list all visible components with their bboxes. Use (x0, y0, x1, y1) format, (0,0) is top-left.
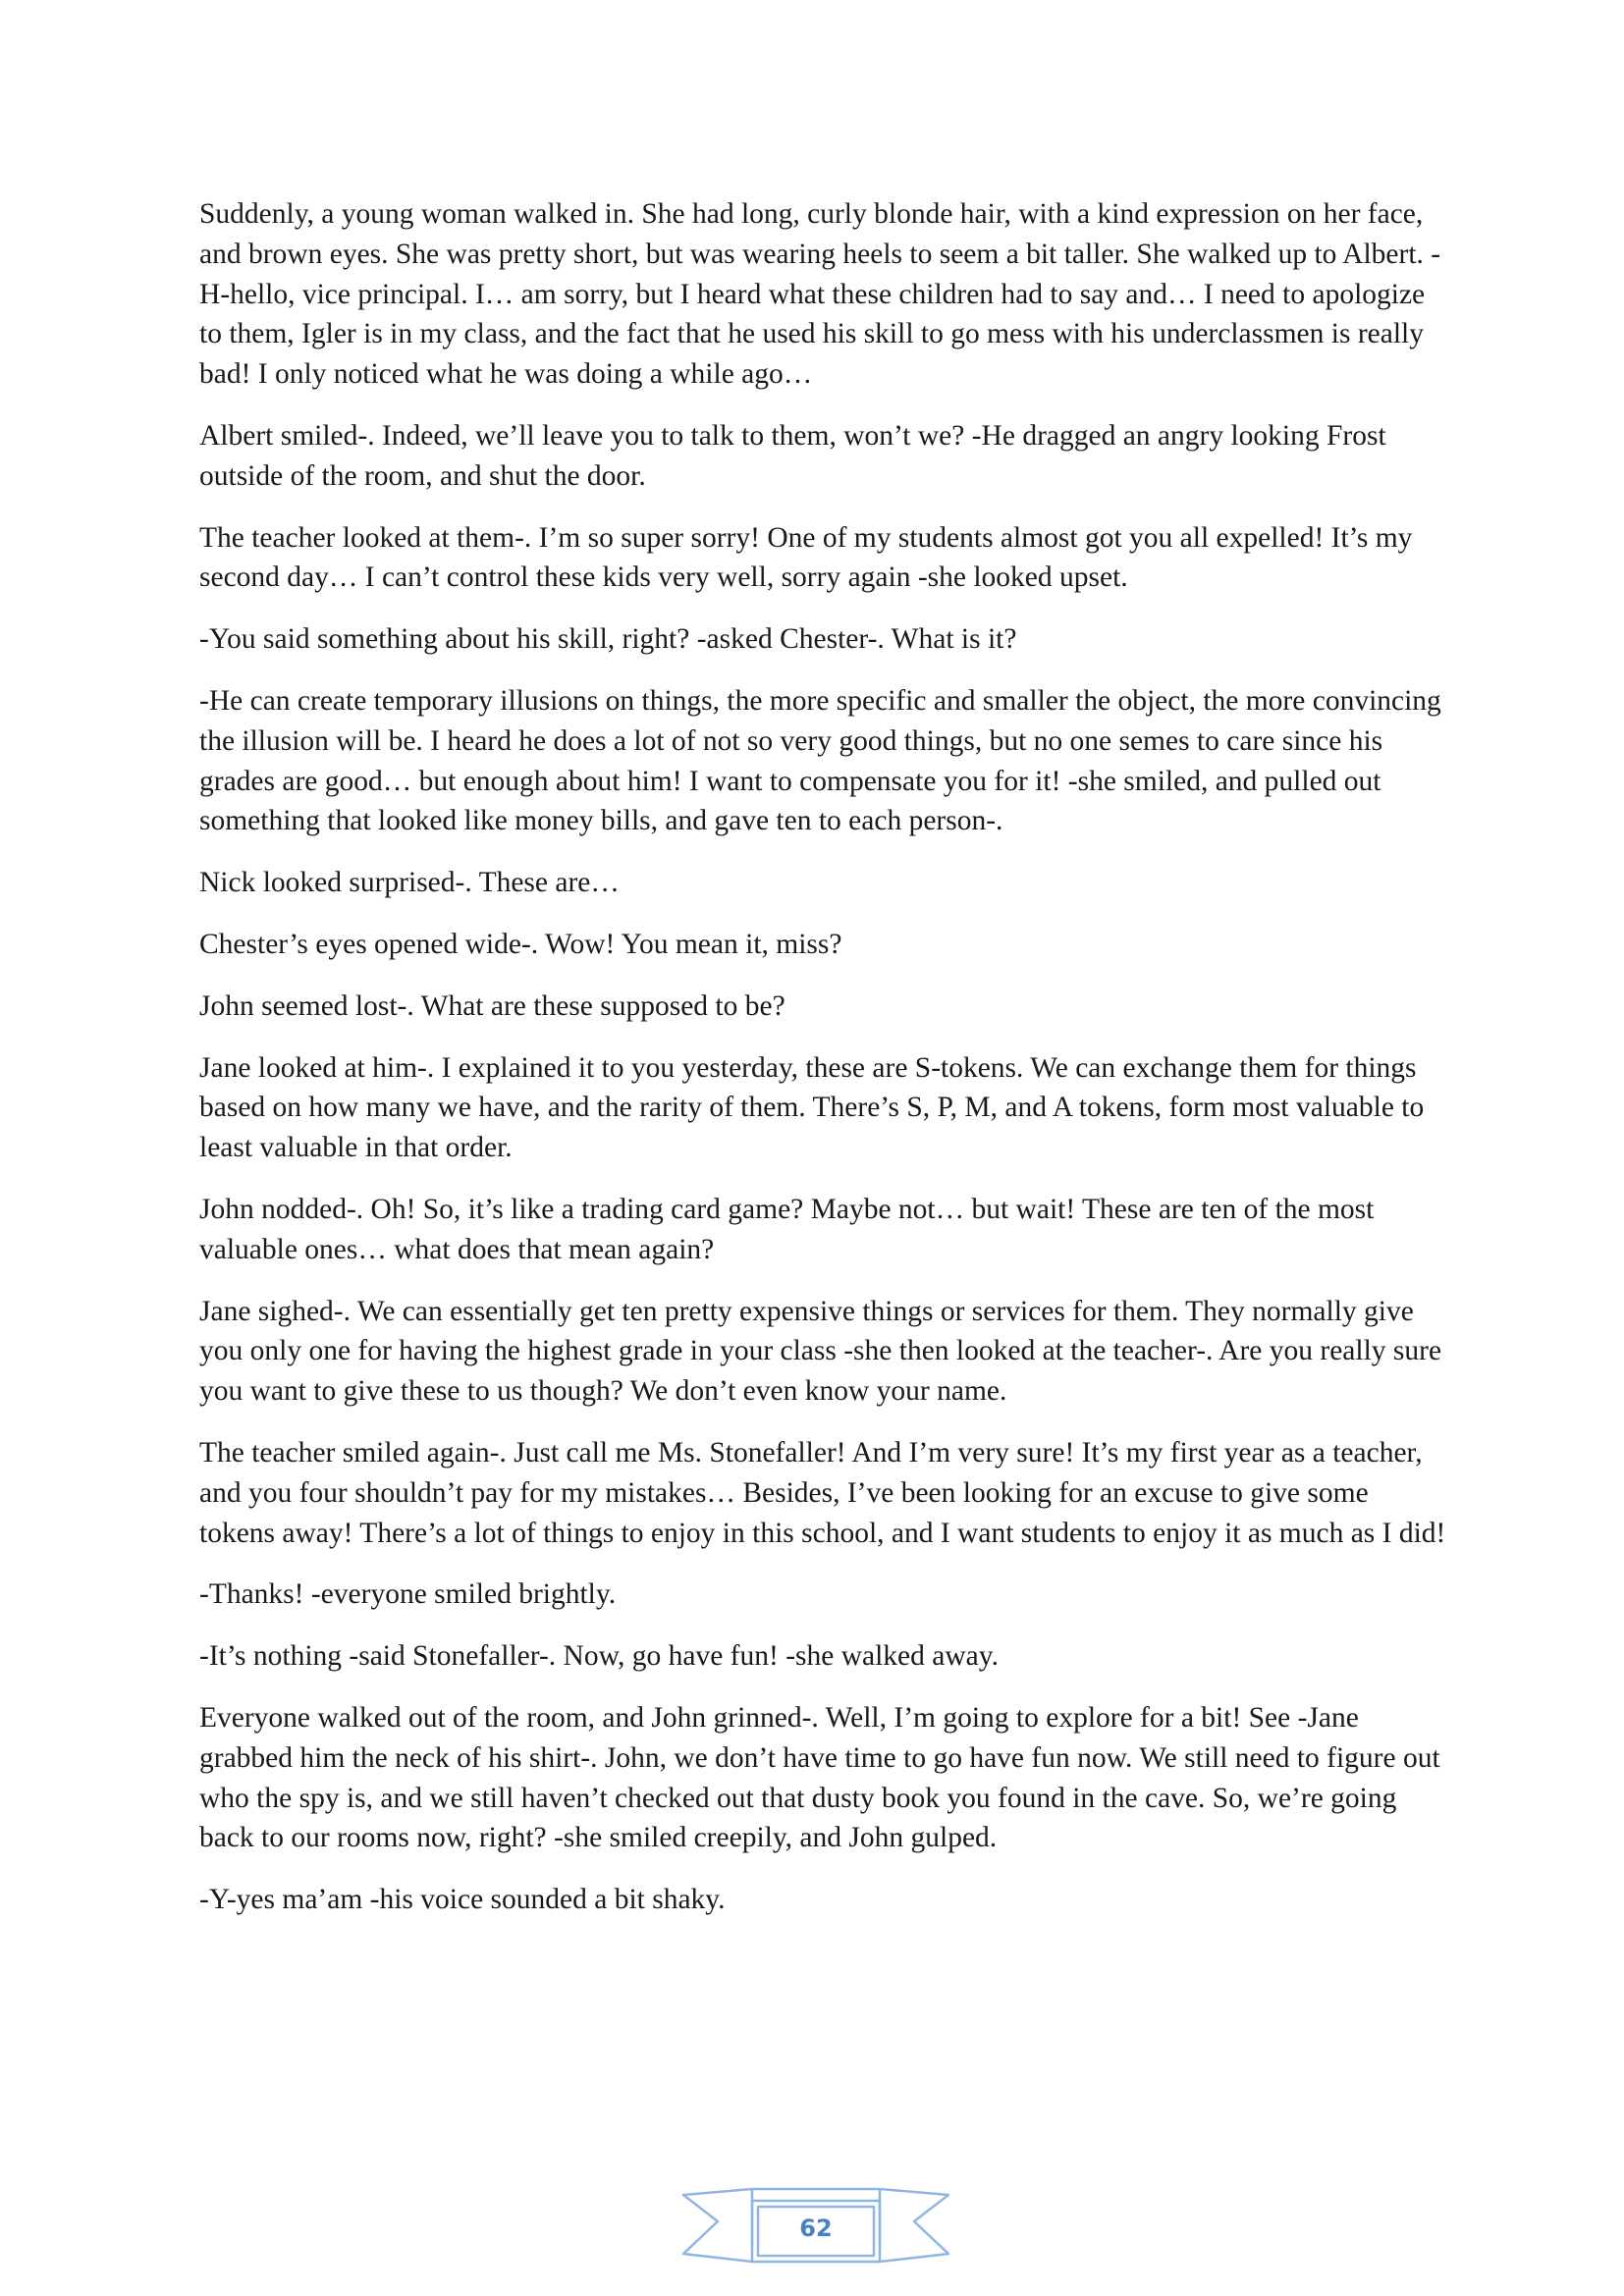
paragraph-14: -It’s nothing -said Stonefaller-. Now, go have fun! -she walked away. (199, 1640, 999, 1673)
paragraph-1: Suddenly, a young woman walked in. She had long, curly blonde hair, with a kind expression on her face, and brown eyes. She was pretty short, but was wearing heels to seem a bit taller. She walked up to Albert. -H-hello, vice principal. I… am sorry, but I heard what these children had to say and… I need to apologize to them, Igler is in my class, and the fact that he used his skill to go mess with his underclassmen is really bad! I only noticed what he was doing a while ago… (199, 198, 1441, 391)
paragraph-7: Chester’s eyes opened wide-. Wow! You mean it, miss? (199, 928, 842, 960)
story-text (199, 194, 1448, 1942)
paragraph-13: -Thanks! -everyone smiled brightly. (199, 1578, 617, 1611)
paragraph-9: Jane looked at him-. I explained it to you yesterday, these are S-tokens. We can exchange them for things based on how many we have, and the rarity of them. There’s S, P, M, and A tokens, form most valuable to least valuable in that order. (199, 1051, 1425, 1164)
paragraph-3: The teacher looked at them-. I’m so super sorry! One of my students almost got you all expelled! It’s my second day… I can’t control these kids very well, sorry again -she looked upset. (199, 521, 1413, 594)
paragraph-15: Everyone walked out of the room, and John grinned-. Well, I’m going to explore for a bit! See -Jane grabbed him the neck of his shirt-. John, we don’t have time to go have fun now. We still need to figure out who the spy is, and we still haven’t checked out that dusty book you found in the cave. So, we’re going back to our rooms now, right? -she smiled creepily, and John gulped. (199, 1701, 1440, 1854)
paragraph-10: John nodded-. Oh! So, it’s like a trading card game? Maybe not… but wait! These are ten of the most valuable ones… what does that mean again? (199, 1193, 1375, 1265)
paragraph-4: -You said something about his skill, right? -asked Chester-. What is it? (199, 623, 1017, 656)
paragraph-12: The teacher smiled again-. Just call me Ms. Stonefaller! And I’m very sure! It’s my first year as a teacher, and you four shouldn’t pay for my mistakes… Besides, I’ve been looking for an excuse to give some tokens away! There’s a lot of things to enjoy in this school, and I want students to enjoy it as much as I did! (199, 1436, 1446, 1549)
paragraph-11: Jane sighed-. We can essentially get ten pretty expensive things or services for them. They normally give you only one for having the highest grade in your class -she then looked at the teacher-. Are you really sure you want to give these to us though? We don’t even know your name. (199, 1295, 1442, 1408)
paragraph-6: Nick looked surprised-. These are… (199, 867, 620, 899)
paragraph-8: John seemed lost-. What are these supposed to be? (199, 989, 785, 1022)
page-number: 62 (799, 2215, 833, 2242)
paragraph-5: -He can create temporary illusions on things, the more specific and smaller the object, the more convincing the illusion will be. I heard he does a lot of not so very good things, but no one semes to care since his grades are good… but enough about him! I want to compensate you for it! -she smiled, and pulled out something that looked like money bills, and gave ten to each person-. (199, 684, 1441, 837)
paragraph-2: Albert smiled-. Indeed, we’ll leave you to talk to them, won’t we? -He dragged an angry looking Frost outside of the room, and shut the door. (199, 419, 1386, 492)
paragraph-16: -Y-yes ma’am -his voice sounded a bit shaky. (199, 1884, 726, 1916)
